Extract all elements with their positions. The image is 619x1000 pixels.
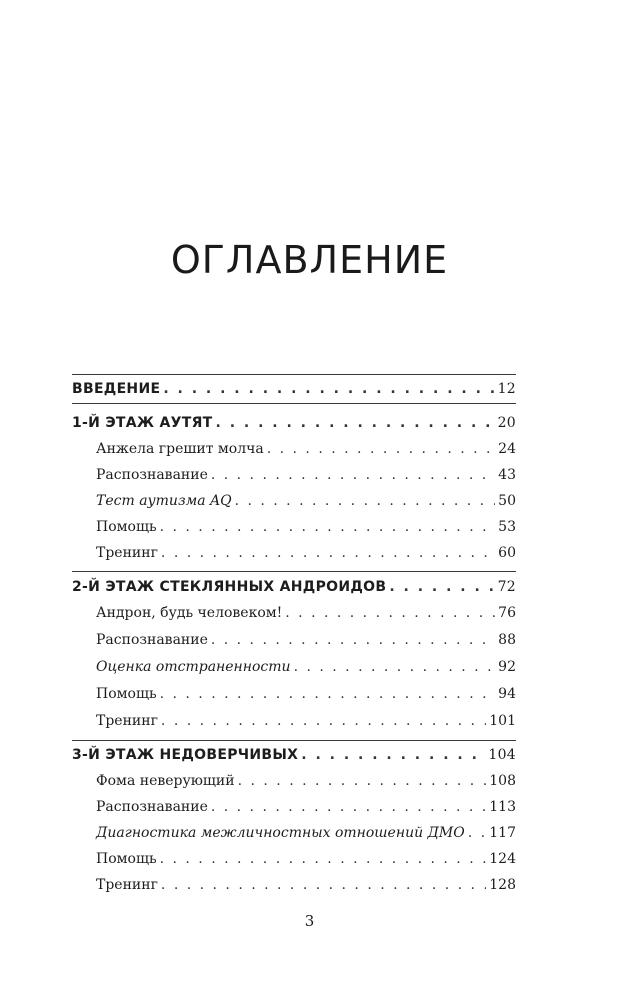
toc-entry-label: Тренинг bbox=[96, 713, 158, 729]
dot-leader bbox=[235, 493, 496, 509]
toc-entry-page: 108 bbox=[489, 773, 516, 789]
toc-entry-label: 1-Й ЭТАЖ АУТЯТ bbox=[72, 415, 213, 431]
toc-entry-page: 53 bbox=[498, 519, 516, 535]
dot-leader bbox=[160, 519, 496, 535]
dot-leader bbox=[211, 799, 486, 815]
toc-entry-label: Андрон, будь человеком! bbox=[96, 605, 283, 621]
dot-leader bbox=[161, 713, 486, 729]
toc-entry-page: 88 bbox=[498, 632, 516, 648]
toc-entry-label: 3-Й ЭТАЖ НЕДОВЕРЧИВЫХ bbox=[72, 747, 299, 763]
toc-entry-page: 128 bbox=[489, 877, 516, 893]
dot-leader bbox=[216, 415, 495, 431]
toc-entry[interactable] bbox=[72, 605, 516, 632]
toc-entry-page: 124 bbox=[489, 851, 516, 867]
toc-entry-page: 76 bbox=[498, 605, 516, 621]
toc-entry-label: Тренинг bbox=[96, 545, 158, 561]
dot-leader bbox=[163, 381, 494, 397]
dot-leader bbox=[267, 441, 495, 457]
dot-leader bbox=[389, 579, 494, 595]
toc-entry-page: 50 bbox=[498, 493, 516, 509]
dot-leader bbox=[160, 686, 496, 702]
dot-leader bbox=[238, 773, 487, 789]
toc-entry[interactable] bbox=[72, 632, 516, 659]
toc-entry[interactable] bbox=[72, 825, 516, 851]
toc-entry-label: Тест аутизма AQ bbox=[96, 493, 232, 509]
toc-entry[interactable] bbox=[72, 799, 516, 825]
toc-entry-label: Распознавание bbox=[96, 467, 208, 483]
toc-entry-label: Распознавание bbox=[96, 799, 208, 815]
toc-entry[interactable] bbox=[72, 877, 516, 903]
table-of-contents bbox=[72, 374, 516, 903]
toc-entry-page: 113 bbox=[489, 799, 516, 815]
toc-entry[interactable] bbox=[72, 467, 516, 493]
toc-entry-page: 43 bbox=[498, 467, 516, 483]
toc-entry-page: 117 bbox=[489, 825, 516, 841]
dot-leader bbox=[285, 605, 495, 621]
toc-entry-label: ВВЕДЕНИЕ bbox=[72, 381, 161, 397]
toc-entry-label: Помощь bbox=[96, 519, 157, 535]
dot-leader bbox=[294, 659, 496, 675]
toc-entry[interactable] bbox=[72, 659, 516, 686]
toc-entry-page: 92 bbox=[498, 659, 516, 675]
toc-entry-label: Помощь bbox=[96, 686, 157, 702]
toc-entry-introduction[interactable] bbox=[72, 375, 516, 403]
toc-entry-floor-3[interactable] bbox=[72, 741, 516, 773]
toc-entry-label: Помощь bbox=[96, 851, 157, 867]
dot-leader bbox=[211, 467, 495, 483]
toc-entry-page: 94 bbox=[498, 686, 516, 702]
toc-entry-label: Распознавание bbox=[96, 632, 208, 648]
page-title: ОГЛАВЛЕНИЕ bbox=[170, 238, 449, 282]
toc-entry[interactable] bbox=[72, 773, 516, 799]
toc-entry-label: Диагностика межличностных отношений ДМО bbox=[96, 825, 465, 841]
toc-entry[interactable] bbox=[72, 686, 516, 713]
toc-entry[interactable] bbox=[72, 493, 516, 519]
toc-entry-label: Анжела грешит молча bbox=[96, 441, 264, 457]
dot-leader bbox=[211, 632, 495, 648]
toc-entry[interactable] bbox=[72, 441, 516, 467]
toc-entry-label: Фома неверующий bbox=[96, 773, 235, 789]
toc-entry[interactable] bbox=[72, 545, 516, 571]
dot-leader bbox=[160, 851, 487, 867]
toc-entry-page: 12 bbox=[497, 381, 516, 397]
toc-entry-page: 101 bbox=[489, 713, 516, 729]
toc-entry-label: Тренинг bbox=[96, 877, 158, 893]
toc-entry-label: Оценка отстраненности bbox=[96, 659, 291, 675]
toc-entry[interactable] bbox=[72, 851, 516, 877]
toc-entry-floor-2[interactable] bbox=[72, 572, 516, 605]
dot-leader bbox=[301, 747, 485, 763]
toc-entry[interactable] bbox=[72, 713, 516, 740]
toc-entry-page: 60 bbox=[498, 545, 516, 561]
toc-entry-label: 2-Й ЭТАЖ СТЕКЛЯННЫХ АНДРОИДОВ bbox=[72, 579, 387, 595]
toc-entry-page: 104 bbox=[488, 747, 516, 763]
page-number: 3 bbox=[304, 912, 315, 930]
dot-leader bbox=[468, 825, 487, 841]
toc-entry-page: 24 bbox=[498, 441, 516, 457]
dot-leader bbox=[161, 545, 495, 561]
toc-entry-floor-1[interactable] bbox=[72, 404, 516, 441]
toc-entry[interactable] bbox=[72, 519, 516, 545]
toc-entry-page: 20 bbox=[497, 415, 516, 431]
toc-entry-page: 72 bbox=[497, 579, 516, 595]
dot-leader bbox=[161, 877, 486, 893]
